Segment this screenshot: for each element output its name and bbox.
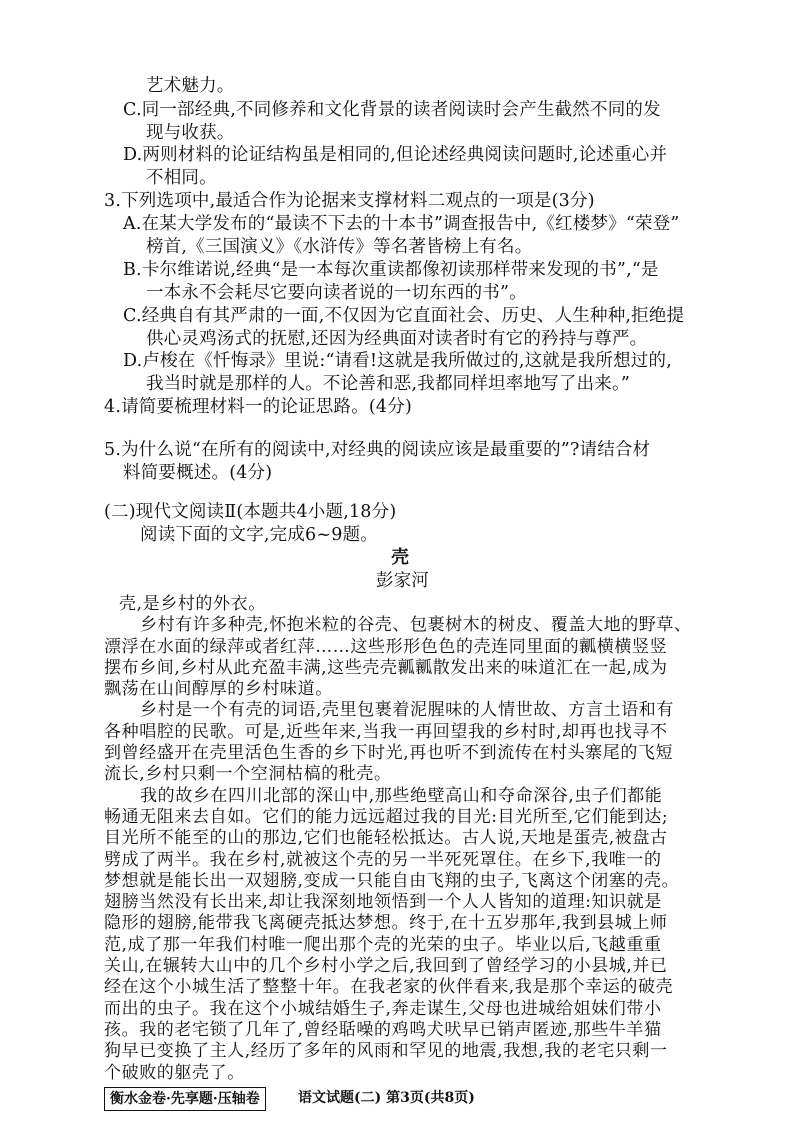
paragraph-line: 飘荡在山间醇厚的乡村味道。	[104, 679, 333, 699]
paragraph-line: 劈成了两半。我在乡村,就被这个壳的另一半死死罩住。在乡下,我唯一的	[104, 850, 662, 870]
paragraph-line: 个破败的躯壳了。	[104, 1063, 245, 1083]
question-5: 5.为什么说“在所有的阅读中,对经典的阅读应该是最重要的”?请结合材	[104, 440, 651, 460]
paragraph-line: 梦想就是能长出一双翅膀,变成一只能自由飞翔的虫子,飞离这个闭塞的壳。	[104, 871, 680, 891]
section-heading: (二)现代文阅读Ⅱ(本题共4小题,18分)	[104, 502, 397, 522]
option-b: B.卡尔维诺说,经典“是一本每次重读都像初读那样带来发现的书”,“是	[123, 260, 659, 280]
paragraph-line: 乡村有许多种壳,怀抱米粒的谷壳、包裹树木的树皮、覆盖大地的野草、	[140, 615, 692, 635]
paragraph-line: 摆布乡间,乡村从此充盈丰满,这些壳壳瓤瓤散发出来的味道汇在一起,成为	[104, 658, 668, 678]
option-c: C.同一部经典,不同修养和文化背景的读者阅读时会产生截然不同的发	[123, 100, 661, 120]
text-line: 我当时就是那样的人。不论善和恶,我都同样坦率地写了出来。”	[146, 374, 631, 394]
paragraph-line: 狗早已变换了主人,经历了多年的风雨和罕见的地震,我想,我的老宅只剩一	[104, 1041, 668, 1061]
text-line: 供心灵鸡汤式的抚慰,还因为经典面对读者时有它的矜持与尊严。	[146, 329, 648, 349]
paragraph-line: 关山,在辗转大山中的几个乡村小学之后,我回到了曾经学习的小县城,并已	[104, 956, 668, 976]
question-4: 4.请简要梳理材料一的论证思路。(4分)	[104, 397, 412, 417]
paragraph-line: 经在这个小城生活了整整十年。在我老家的伙伴看来,我是那个幸运的破壳	[104, 977, 674, 997]
paragraph-line: 乡村是一个有壳的词语,壳里包裹着泥腥味的人情世故、方言土语和有	[140, 700, 675, 720]
paragraph-line: 孩。我的老宅锁了几年了,曾经聒噪的鸡鸣犬吠早已销声匿迹,那些牛羊猫	[104, 1020, 662, 1040]
footer-page-info: 语文试题(二) 第3页(共8页)	[298, 1090, 475, 1106]
text-line: 料简要概述。(4分)	[123, 463, 273, 483]
paragraph-line: 到曾经盛开在壳里活色生香的乡下时光,再也听不到流传在村头寨尾的飞短	[104, 743, 674, 763]
footer-series-label: 衡水金卷·先享题·压轴卷	[104, 1087, 266, 1111]
paragraph-line: 范,成了那一年我们村唯一爬出那个壳的光荣的虫子。毕业以后,飞越重重	[104, 935, 662, 955]
text-line: 榜首,《三国演义》《水浒传》等名著皆榜上有名。	[146, 237, 533, 257]
option-d: D.两则材料的论证结构虽是相同的,但论述经典阅读问题时,论述重心并	[123, 145, 668, 165]
option-a: A.在某大学发布的“最读不下去的十本书”调查报告中,《红楼梦》“荣登”	[123, 214, 680, 234]
paragraph-line: 壳,是乡村的外衣。	[119, 594, 266, 614]
instruction: 阅读下面的文字,完成6~9题。	[140, 525, 378, 545]
paragraph-line: 隐形的翅膀,能带我飞离硬壳抵达梦想。终于,在十五岁那年,我到县城上师	[104, 913, 668, 933]
article-title: 壳	[391, 547, 410, 568]
paragraph-line: 漂浮在水面的绿萍或者红萍……这些形形色色的壳连同里面的瓤横横竖竖	[104, 637, 668, 657]
text-line: 艺术魅力。	[146, 76, 235, 96]
paragraph-line: 翅膀当然没有长出来,却让我深刻地领悟到一个人人皆知的道理:知识就是	[104, 892, 662, 912]
paragraph-line: 畅通无阻来去自如。它们的能力远远超过我的目光:目光所至,它们能到达;	[104, 807, 669, 827]
option-d: D.卢梭在《忏悔录》里说:“请看!这就是我所做过的,这就是我所想过的,	[123, 351, 672, 371]
article-author: 彭家河	[376, 571, 430, 591]
option-c: C.经典自有其严肃的一面,不仅因为它直面社会、历史、人生种种,拒绝提	[123, 306, 685, 326]
paragraph-line: 我的故乡在四川北部的深山中,那些绝壁高山和夺命深谷,虫子们都能	[140, 786, 663, 806]
question-3: 3.下列选项中,最适合作为论据来支撑材料二观点的一项是(3分)	[104, 191, 595, 211]
text-line: 一本永不会耗尽它要向读者说的一切东西的书”。	[146, 283, 527, 303]
text-line: 现与收获。	[146, 123, 235, 143]
text-line: 不相同。	[146, 168, 217, 188]
paragraph-line: 各种唱腔的民歌。可是,近些年来,当我一再回望我的乡村时,却再也找寻不	[104, 722, 668, 742]
paragraph-line: 而出的虫子。我在这个小城结婚生子,奔走谋生,父母也进城给姐妹们带小	[104, 999, 662, 1019]
paragraph-line: 流长,乡村只剩一个空洞枯槁的秕壳。	[104, 764, 392, 784]
paragraph-line: 目光所不能至的山的那边,它们也能轻松抵达。古人说,天地是蛋壳,被盘古	[104, 828, 668, 848]
